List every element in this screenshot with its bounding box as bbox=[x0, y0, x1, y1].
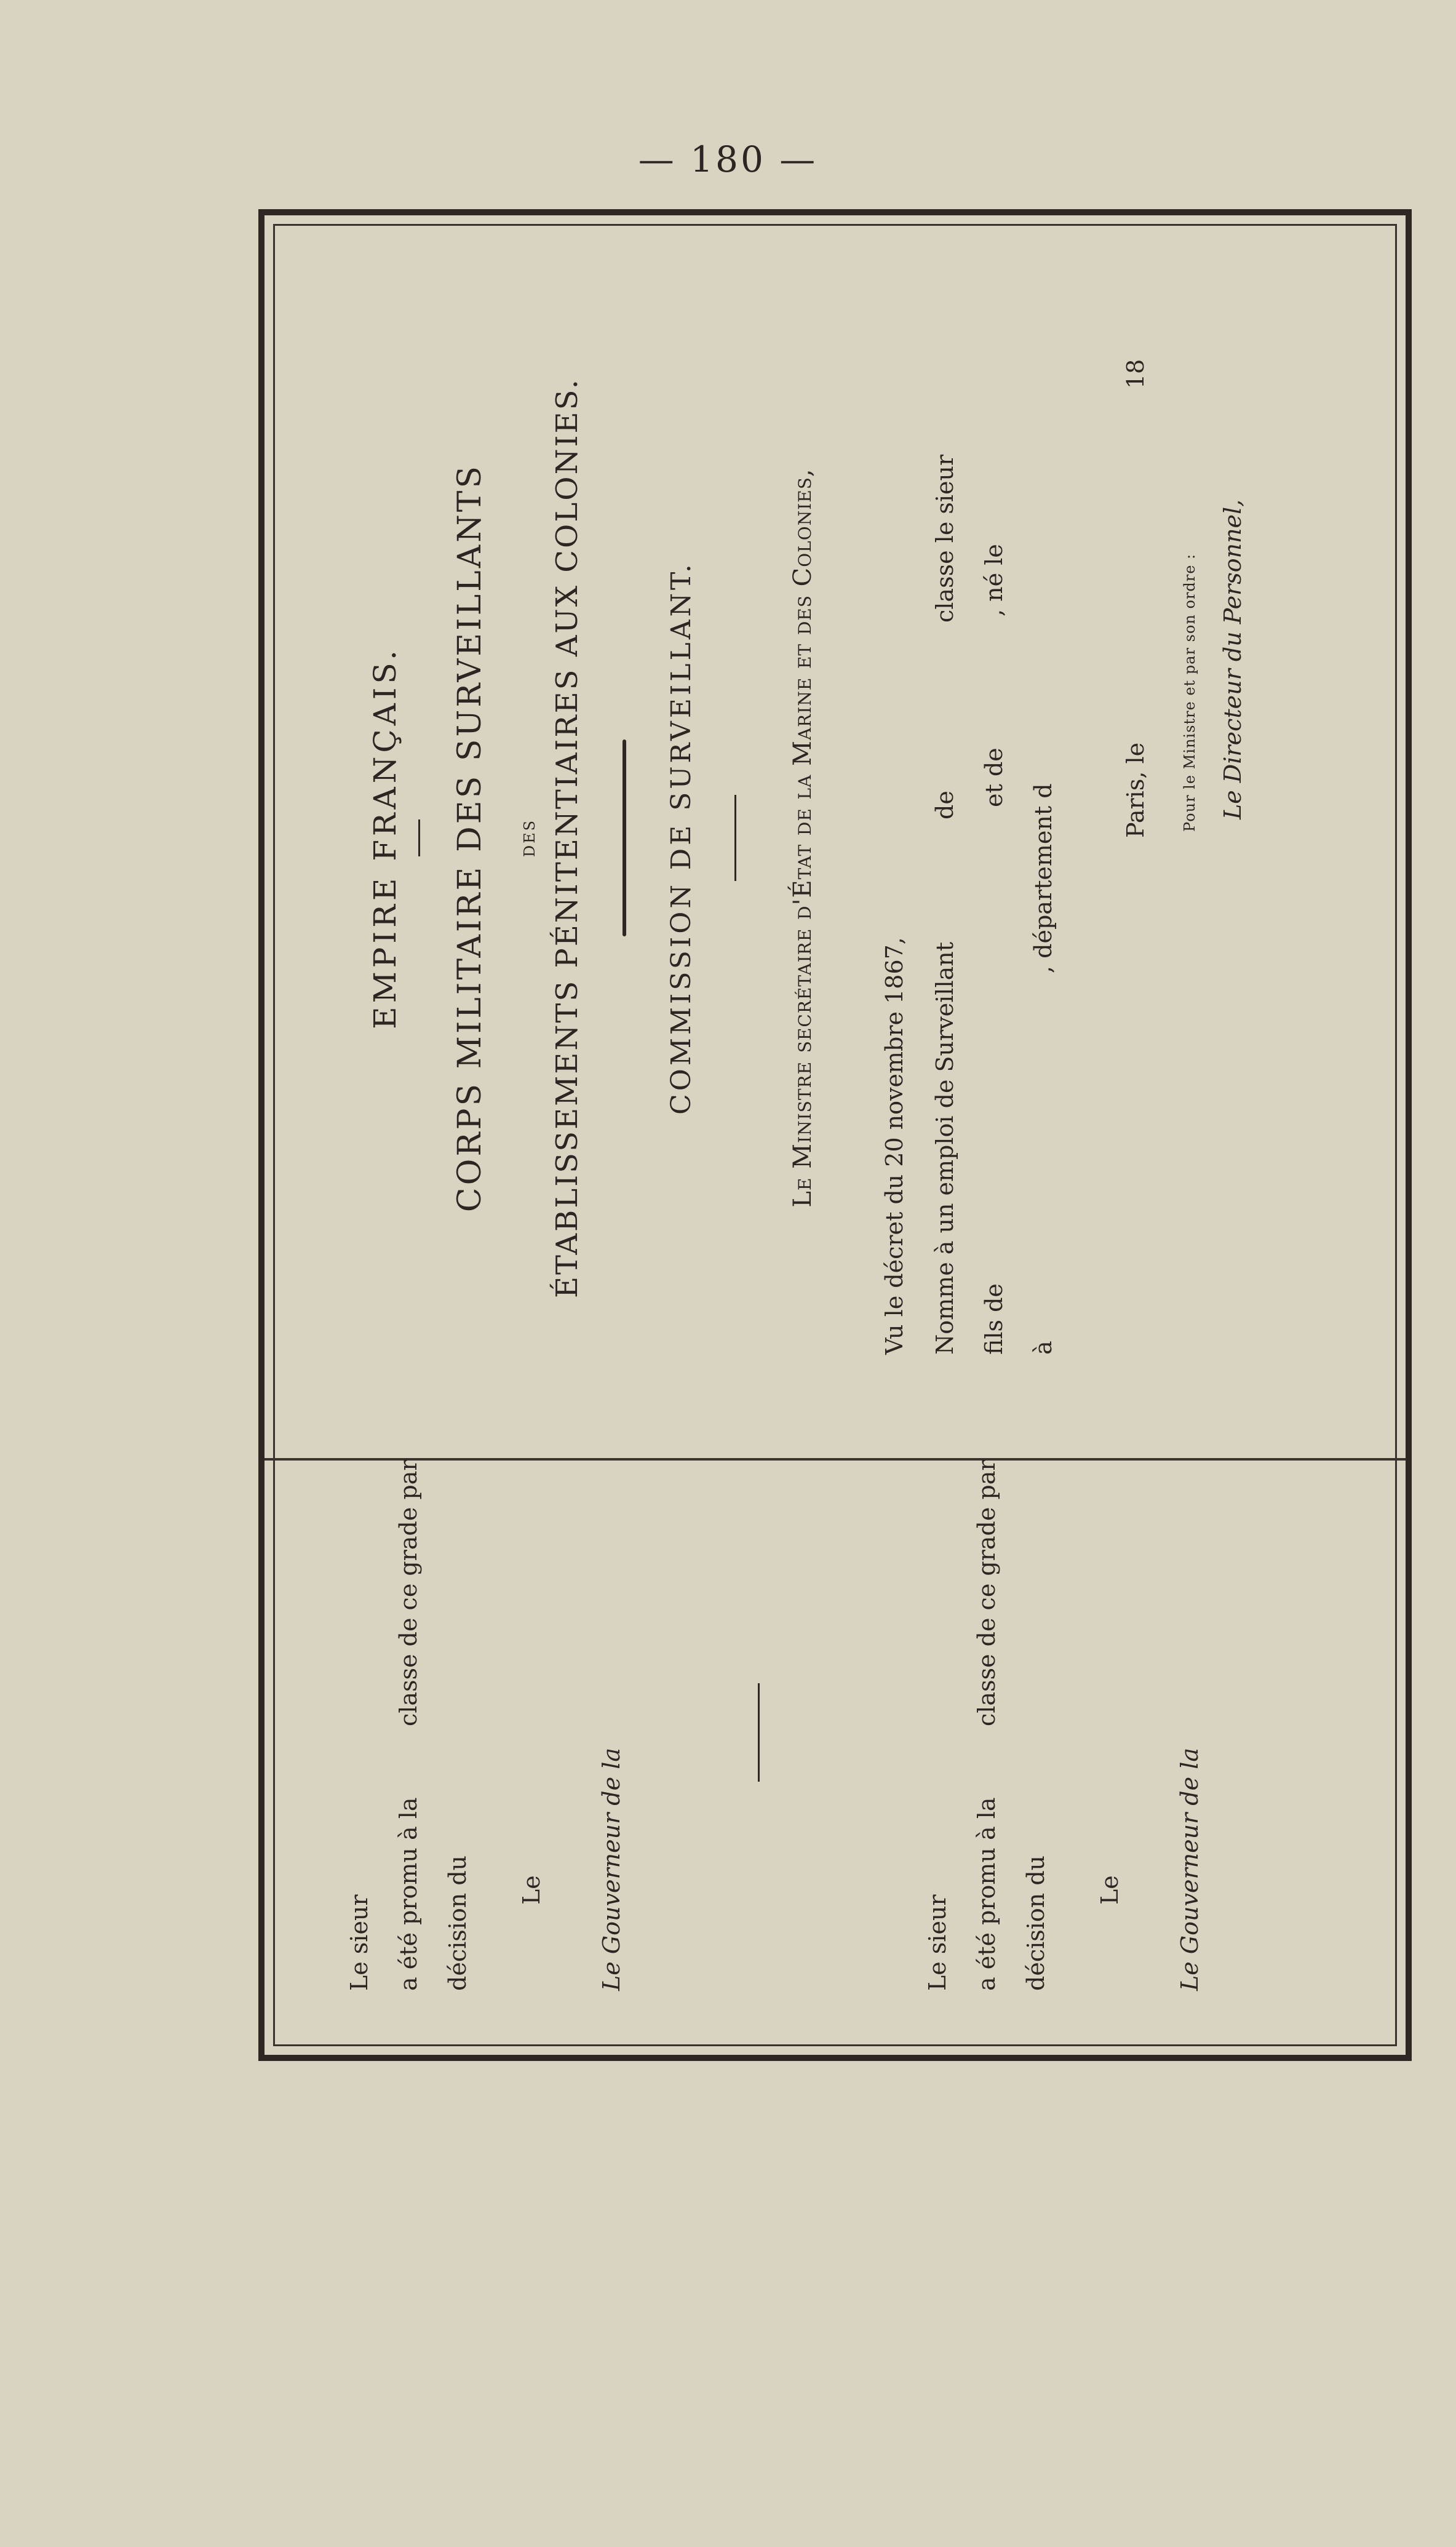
commission-title: COMMISSION DE SURVEILLANT. bbox=[666, 561, 697, 1115]
line-fils-de: fils de bbox=[981, 1283, 1008, 1355]
stub2-le: Le bbox=[1096, 1875, 1123, 1905]
etablissements-title: ÉTABLISSEMENTS PÉNITENTIAIRES AUX COLONIES. bbox=[550, 377, 584, 1299]
line-paris-le: Paris, le bbox=[1122, 742, 1149, 838]
line-de: de bbox=[931, 791, 958, 819]
stub1-le: Le bbox=[518, 1875, 545, 1905]
stub1-promu: a été promu à la bbox=[395, 1797, 422, 1991]
commission-short-rule bbox=[734, 795, 736, 881]
ornamental-rule bbox=[623, 739, 626, 936]
commission-stub bbox=[272, 1413, 1398, 2052]
line-a: à bbox=[1030, 1341, 1057, 1355]
line-year-18: 18 bbox=[1122, 359, 1149, 389]
line-departement: , département d bbox=[1030, 783, 1057, 973]
stub2-sieur: Le sieur bbox=[924, 1894, 951, 1991]
title-short-rule bbox=[418, 819, 420, 856]
empire-title: EMPIRE FRANÇAIS. bbox=[367, 647, 403, 1029]
stub2-decision: décision du bbox=[1022, 1855, 1049, 1991]
line-ne-le: , né le bbox=[981, 544, 1008, 616]
minister-heading: Le Ministre secrétaire d'État de la Marine et des Colonies, bbox=[789, 468, 817, 1208]
page-number: — 180 — bbox=[638, 138, 818, 180]
stub2-gouverneur: Le Gouverneur de la bbox=[1176, 1747, 1203, 1991]
des-label: DES bbox=[521, 818, 538, 858]
certificate-frame bbox=[258, 209, 1412, 2061]
stub-separator-rule bbox=[758, 1683, 760, 1782]
stub2-classe: classe de ce grade par bbox=[973, 1459, 1000, 1726]
line-directeur-personnel: Le Directeur du Personnel, bbox=[1219, 499, 1246, 819]
commission-main bbox=[272, 223, 1398, 1453]
stub1-gouverneur: Le Gouverneur de la bbox=[598, 1747, 625, 1991]
line-pour-le-ministre: Pour le Ministre et par son ordre : bbox=[1181, 553, 1198, 832]
stub2-promu: a été promu à la bbox=[973, 1797, 1000, 1991]
line-classe-sieur: classe le sieur bbox=[931, 454, 958, 623]
stub1-classe: classe de ce grade par bbox=[395, 1459, 422, 1726]
line-nomme: Nomme à un emploi de Surveillant bbox=[931, 941, 958, 1355]
line-et-de: et de bbox=[981, 747, 1008, 807]
corps-title: CORPS MILITAIRE DES SURVEILLANTS bbox=[452, 463, 488, 1213]
stub1-decision: décision du bbox=[444, 1855, 471, 1991]
line-vu-decret: Vu le décret du 20 novembre 1867, bbox=[881, 937, 908, 1355]
stub1-sieur: Le sieur bbox=[346, 1894, 373, 1991]
